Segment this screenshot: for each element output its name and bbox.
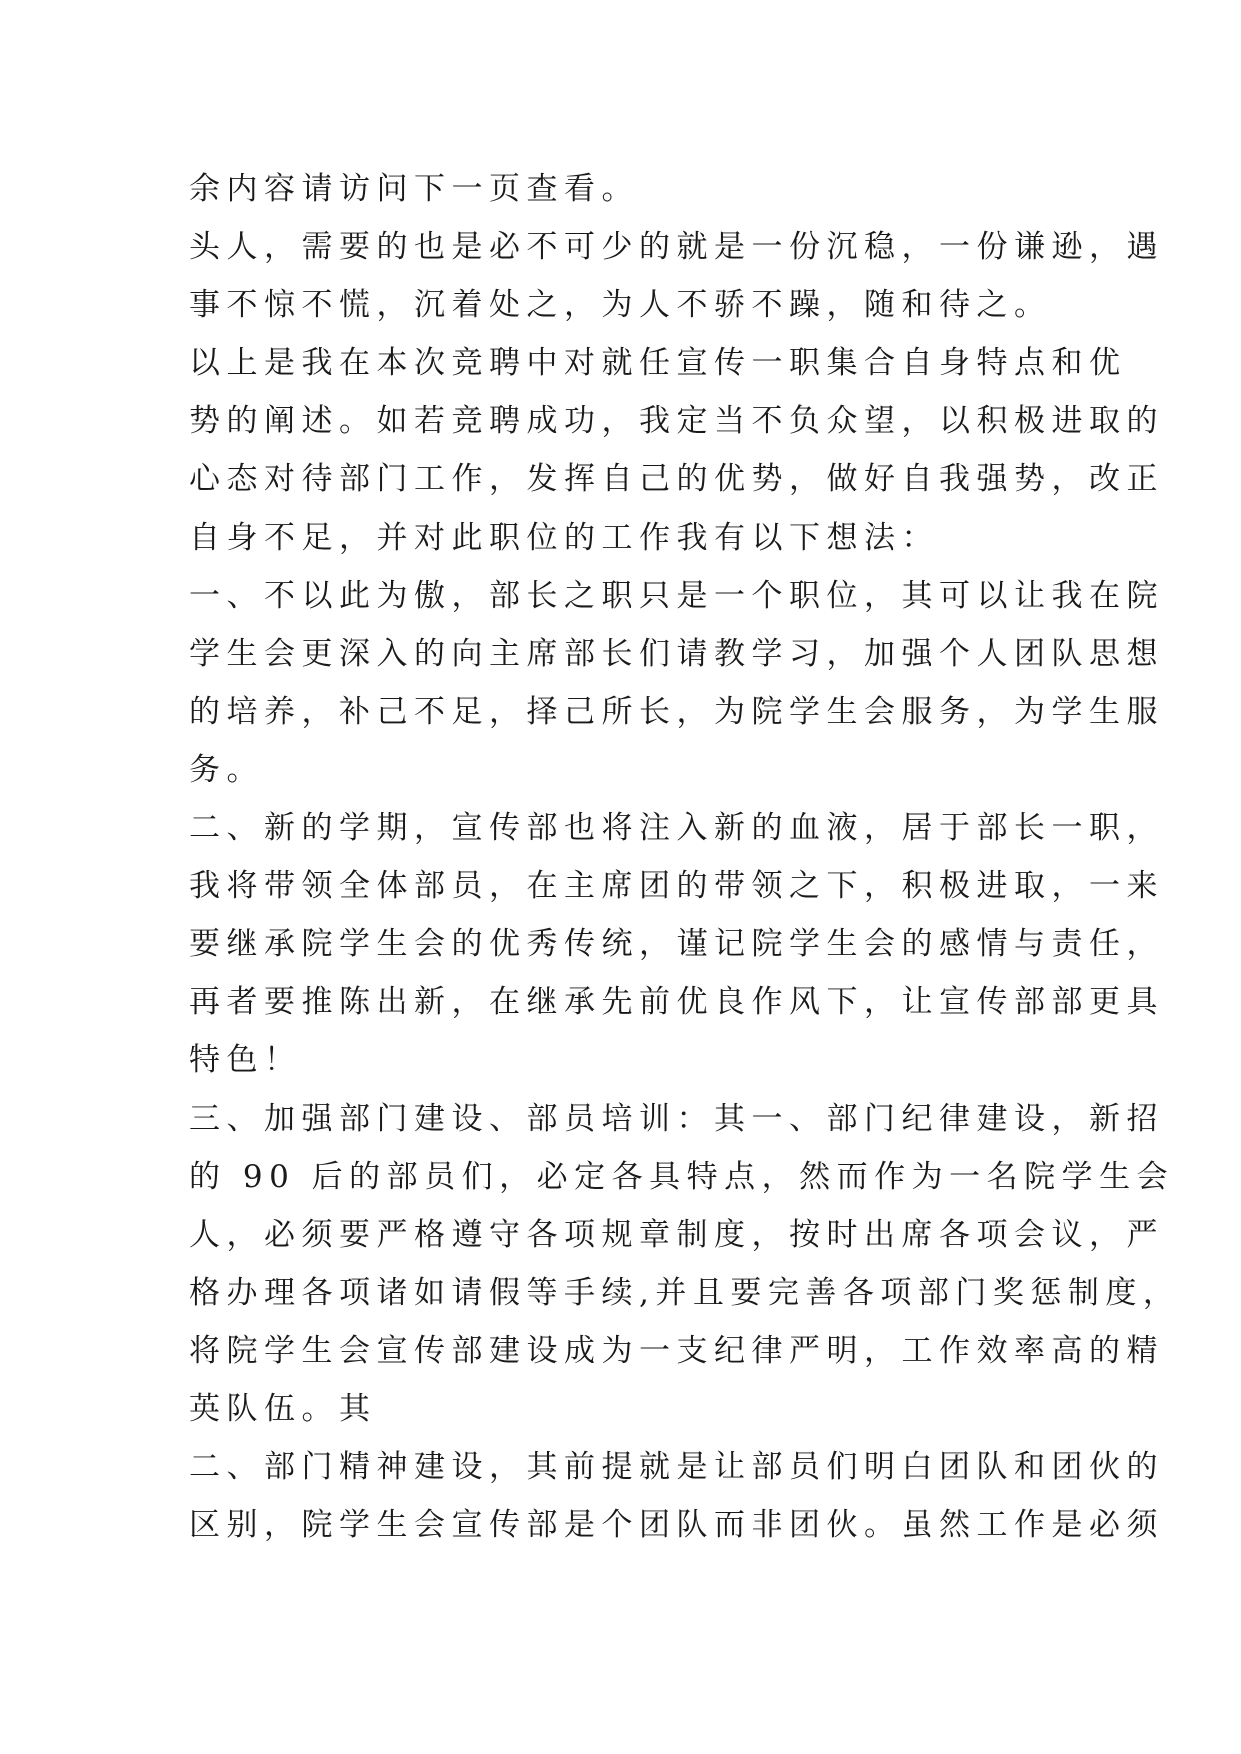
text-line-9: 学生会更深入的向主席部长们请教学习，加强个人团队思想 xyxy=(189,635,1164,672)
text-line-14: 要继承院学生会的优秀传统，谨记院学生会的感情与责任， xyxy=(189,926,1164,963)
text-line-18: 的 90 后的部员们，必定各具特点，然而作为一名院学生会 xyxy=(189,1158,1175,1195)
text-line-1: 余内容请访问下一页查看。 xyxy=(189,171,639,207)
text-line-4: 以上是我在本次竞聘中对就任宣传一职集合自身特点和优 xyxy=(189,345,1127,382)
text-line-16: 特色！ xyxy=(189,1042,302,1079)
text-line-17: 三、加强部门建设、部员培训：其一、部门纪律建设，新招 xyxy=(189,1100,1164,1137)
text-line-8: 一、不以此为傲，部长之职只是一个职位，其可以让我在院 xyxy=(189,577,1164,614)
text-line-13: 我将带领全体部员，在主席团的带领之下，积极进取，一来 xyxy=(189,868,1164,905)
text-line-10: 的培养，补己不足，择己所长，为院学生会服务，为学生服 xyxy=(189,693,1164,730)
text-line-22: 英队伍。其 xyxy=(189,1390,377,1427)
text-line-23: 二、部门精神建设，其前提就是让部员们明白团队和团伙的 xyxy=(189,1449,1164,1486)
text-line-2: 头人，需要的也是必不可少的就是一份沉稳，一份谦逊，遇 xyxy=(189,229,1164,266)
text-line-3: 事不惊不慌，沉着处之，为人不骄不躁，随和待之。 xyxy=(189,287,1052,324)
text-line-20: 格办理各项诸如请假等手续,并且要完善各项部门奖惩制度， xyxy=(189,1274,1181,1311)
text-line-19: 人，必须要严格遵守各项规章制度，按时出席各项会议，严 xyxy=(189,1216,1164,1253)
text-line-15: 再者要推陈出新，在继承先前优良作风下，让宣传部部更具 xyxy=(189,984,1164,1021)
document-body xyxy=(189,160,1181,1554)
text-line-24: 区别，院学生会宣传部是个团队而非团伙。虽然工作是必须 xyxy=(189,1507,1164,1544)
text-line-5: 势的阐述。如若竞聘成功，我定当不负众望，以积极进取的 xyxy=(189,403,1164,440)
text-line-11: 务。 xyxy=(189,751,264,788)
text-line-6: 心态对待部门工作，发挥自己的优势，做好自我强势，改正 xyxy=(189,461,1164,498)
text-line-12: 二、新的学期，宣传部也将注入新的血液，居于部长一职， xyxy=(189,810,1164,847)
text-line-7: 自身不足，并对此职位的工作我有以下想法： xyxy=(189,519,939,556)
text-line-21: 将院学生会宣传部建设成为一支纪律严明，工作效率高的精 xyxy=(189,1332,1164,1369)
